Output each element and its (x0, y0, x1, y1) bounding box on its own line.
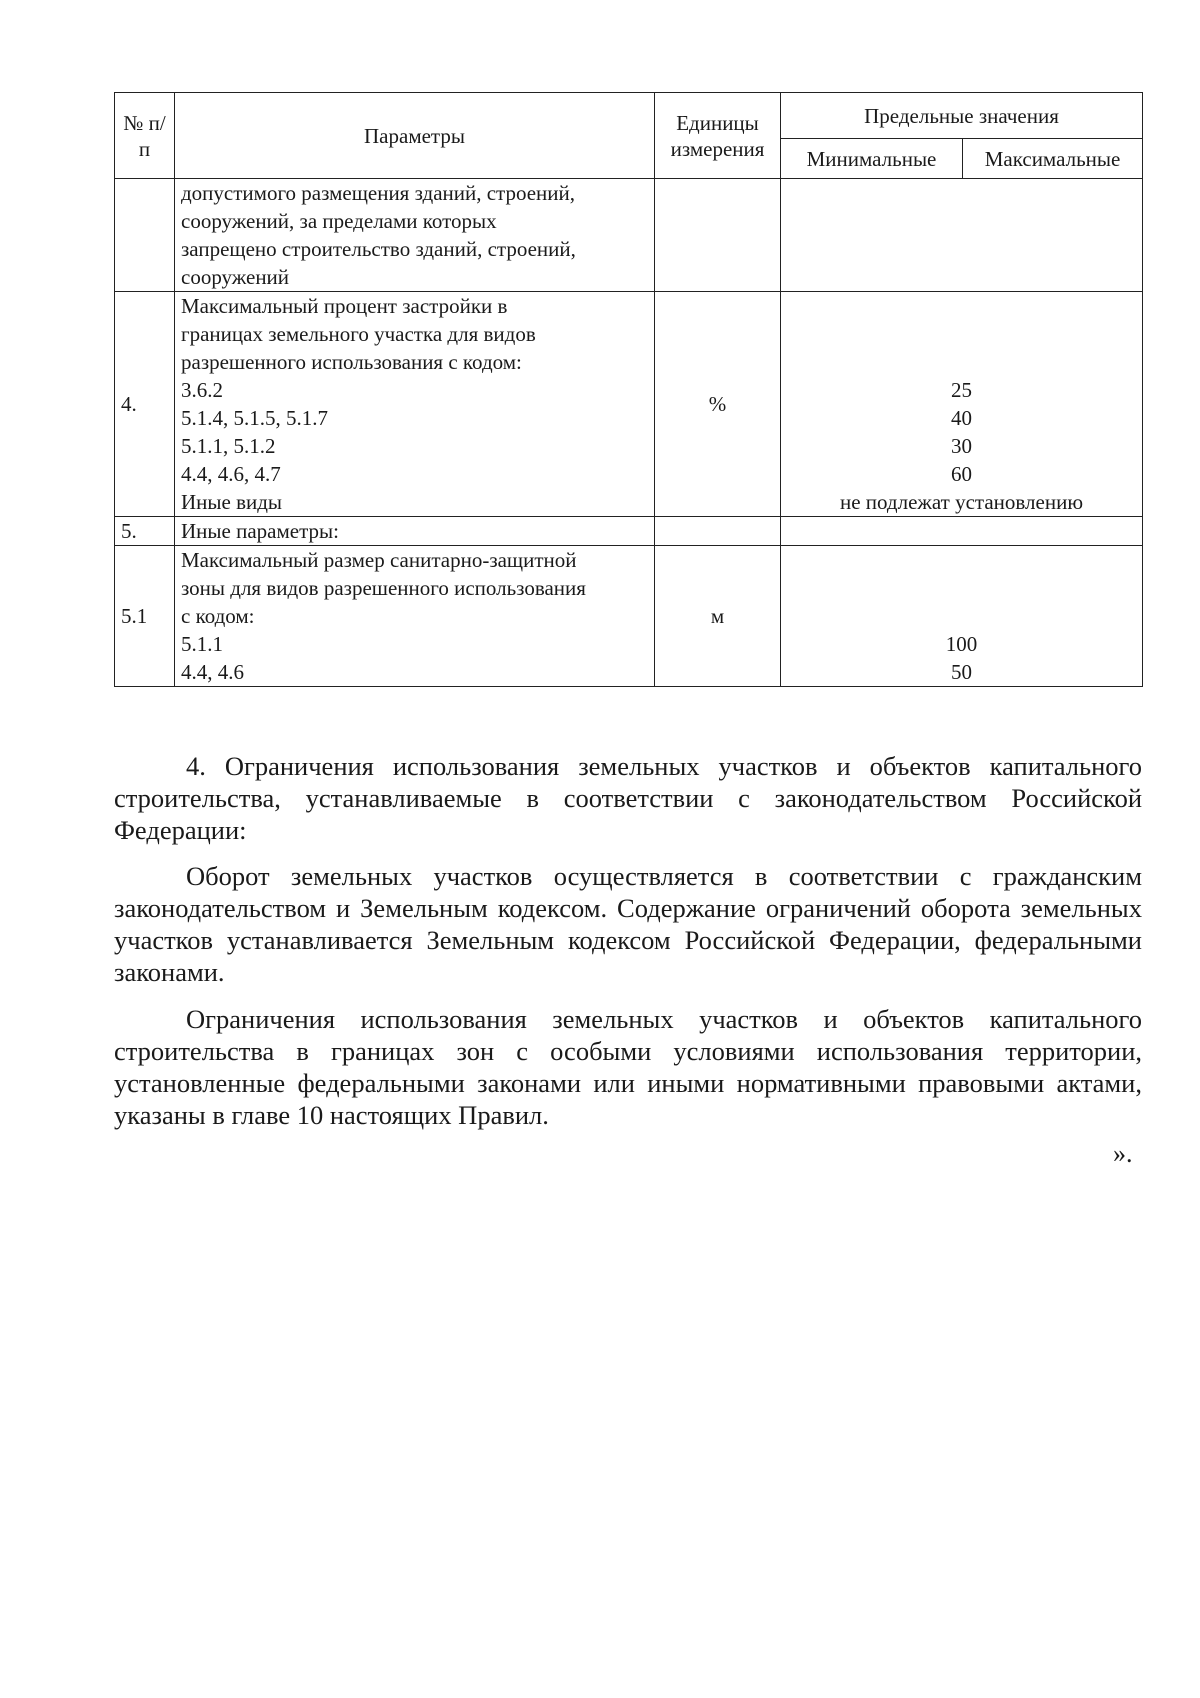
param-line: с кодом: (181, 604, 255, 628)
value-line: 100 (945, 632, 978, 656)
value-cell (781, 517, 1143, 546)
code-line: 5.1.1 (181, 632, 223, 656)
value-cell (781, 546, 1143, 687)
param-cell (175, 546, 655, 687)
value-line: не подлежат установлению (839, 490, 1084, 514)
header-max: Максимальные (963, 139, 1143, 179)
param-line: допустимого размещения зданий, строений, (181, 181, 576, 205)
param-cell (175, 292, 655, 517)
header-limits: Предельные значения (781, 93, 1143, 139)
code-line: Иные виды (181, 490, 283, 514)
code-line: 3.6.2 (181, 378, 223, 402)
unit-cell (655, 179, 781, 292)
value-cell (781, 179, 1143, 292)
unit-cell (655, 517, 781, 546)
paragraph-special-zones: Ограничения использования земельных участков и объектов капитального строительства в границах зон с особыми условиями использования территории, установленные федеральными законами или иными нормативными правовыми актами, указаны в главе 10 настоящих Правил. (114, 1004, 1142, 1130)
code-line: 5.1.1, 5.1.2 (181, 434, 276, 458)
value-line: 25 (951, 378, 972, 402)
paragraph-land-turnover: Оборот земельных участков осуществляется в соответствии с гражданским законодательством и Земельным кодексом. Содержание ограничений оборота земельных участков устанавливается Земельным кодексом Российской Федерации, федеральными законами. (114, 861, 1142, 987)
row-num-cell: 4. (115, 292, 175, 517)
value-line: 60 (951, 462, 972, 486)
value-cell (781, 292, 1143, 517)
parameters-table (114, 92, 1143, 687)
header-params: Параметры (175, 93, 655, 179)
header-num: № п/п (115, 93, 175, 179)
param-cell (175, 179, 655, 292)
row-num-cell: 5.1 (115, 546, 175, 687)
param-line: разрешенного использования с кодом: (181, 350, 522, 374)
param-line: сооружений, за пределами которых (181, 209, 497, 233)
table-row (115, 292, 1143, 517)
code-line: 4.4, 4.6 (181, 660, 244, 684)
code-line: 5.1.4, 5.1.5, 5.1.7 (181, 406, 328, 430)
table-row (115, 546, 1143, 687)
param-line: границах земельного участка для видов (181, 322, 536, 346)
row-num-cell (115, 179, 175, 292)
closing-quote: ». (1113, 1139, 1133, 1168)
paragraph-restrictions-heading: 4. Ограничения использования земельных участков и объектов капитального строительства, устанавливаемые в соответствии с законодательством Российской Федерации: (114, 751, 1142, 845)
table-row (115, 517, 1143, 546)
param-line: сооружений (181, 265, 290, 289)
table-row (115, 179, 1143, 292)
value-line: 50 (951, 660, 972, 684)
param-cell: Иные параметры: (175, 517, 655, 546)
param-line: Максимальный процент застройки в (181, 294, 508, 318)
row-num-cell: 5. (115, 517, 175, 546)
table-header-row (115, 93, 1143, 139)
unit-cell: % (655, 292, 781, 517)
unit-cell: м (655, 546, 781, 687)
header-min: Минимальные (781, 139, 963, 179)
param-line: Максимальный размер санитарно-защитной (181, 548, 577, 572)
value-line: 40 (951, 406, 972, 430)
header-units: Единицы измерения (655, 93, 781, 179)
param-line: запрещено строительство зданий, строений, (181, 237, 576, 261)
code-line: 4.4, 4.6, 4.7 (181, 462, 281, 486)
value-line: 30 (951, 434, 972, 458)
param-line: зоны для видов разрешенного использования (181, 576, 586, 600)
